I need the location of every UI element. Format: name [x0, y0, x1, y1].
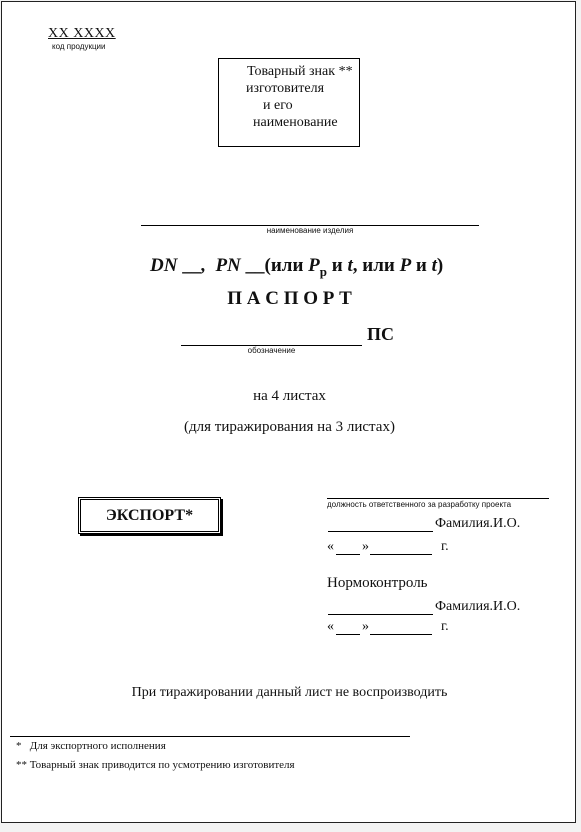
params-line	[150, 255, 443, 280]
responsible-name: Фамилия.И.О.	[435, 516, 521, 531]
pn-blank: __	[240, 255, 265, 276]
date-month-line-1	[370, 554, 432, 555]
sheet-count: на 4 листах	[253, 388, 326, 404]
t-symbol: t	[347, 255, 353, 276]
comma: ,	[201, 255, 206, 276]
and-1: и	[327, 255, 348, 276]
designation-caption: обозначение	[247, 346, 296, 355]
params-close: )	[436, 255, 444, 276]
sheet-count-replication: (для тиражирования на 3 листах)	[184, 419, 395, 435]
date-open-quote-1: «	[327, 539, 334, 554]
trademark-line: изготовителя	[246, 81, 325, 96]
signature-line-1	[328, 531, 433, 532]
footnote-mark: **	[16, 759, 27, 771]
date-close-quote-1: »	[362, 539, 369, 554]
p-symbol-2: P	[399, 255, 412, 276]
footnote	[16, 759, 295, 771]
footnote-mark: *	[16, 740, 22, 752]
trademark-line: Товарный знак **	[247, 64, 353, 79]
normcontrol-name: Фамилия.И.О.	[435, 599, 521, 614]
normcontrol-title: Нормоконтроль	[327, 575, 428, 591]
p-subscript: р	[319, 263, 328, 279]
p-symbol: P	[308, 255, 320, 276]
document-page	[1, 1, 576, 823]
date-day-line-2	[336, 634, 360, 635]
footnote-separator	[10, 736, 410, 737]
trademark-line: наименование	[253, 115, 338, 130]
and-2: и	[411, 255, 432, 276]
params-rest-2: , или	[352, 255, 400, 276]
dn-blank: __	[177, 255, 202, 276]
replication-notice: При тиражировании данный лист не воспроизводить	[131, 685, 448, 700]
dn-label: DN	[150, 255, 178, 276]
product-code-caption: код продукции	[52, 42, 106, 51]
footnote-text: Для экспортного исполнения	[29, 740, 166, 752]
signature-line-2	[328, 614, 433, 615]
position-caption: должность ответственного за разработку проекта	[327, 500, 512, 509]
t-symbol-2: t	[431, 255, 437, 276]
date-day-line-1	[336, 554, 360, 555]
product-code: XX XXXX	[48, 26, 116, 41]
footnote	[16, 740, 166, 752]
passport-title: П А С П О Р Т	[227, 288, 352, 309]
trademark-line: и его	[263, 98, 293, 113]
trademark-box	[218, 58, 360, 147]
export-stamp	[78, 497, 221, 534]
export-stamp-text: ЭКСПОРТ*	[105, 506, 194, 524]
date-year-2: г.	[441, 619, 449, 634]
position-line	[327, 498, 549, 499]
date-year-1: г.	[441, 539, 449, 554]
product-name-caption: наименование изделия	[266, 226, 354, 235]
designation-suffix: ПС	[367, 324, 394, 344]
footnote-text: Товарный знак приводится по усмотрению изготовителя	[29, 759, 295, 771]
pn-label: PN	[215, 255, 241, 276]
date-month-line-2	[370, 634, 432, 635]
date-open-quote-2: «	[327, 619, 334, 634]
params-rest-1: (или	[264, 255, 309, 276]
date-close-quote-2: »	[362, 619, 369, 634]
